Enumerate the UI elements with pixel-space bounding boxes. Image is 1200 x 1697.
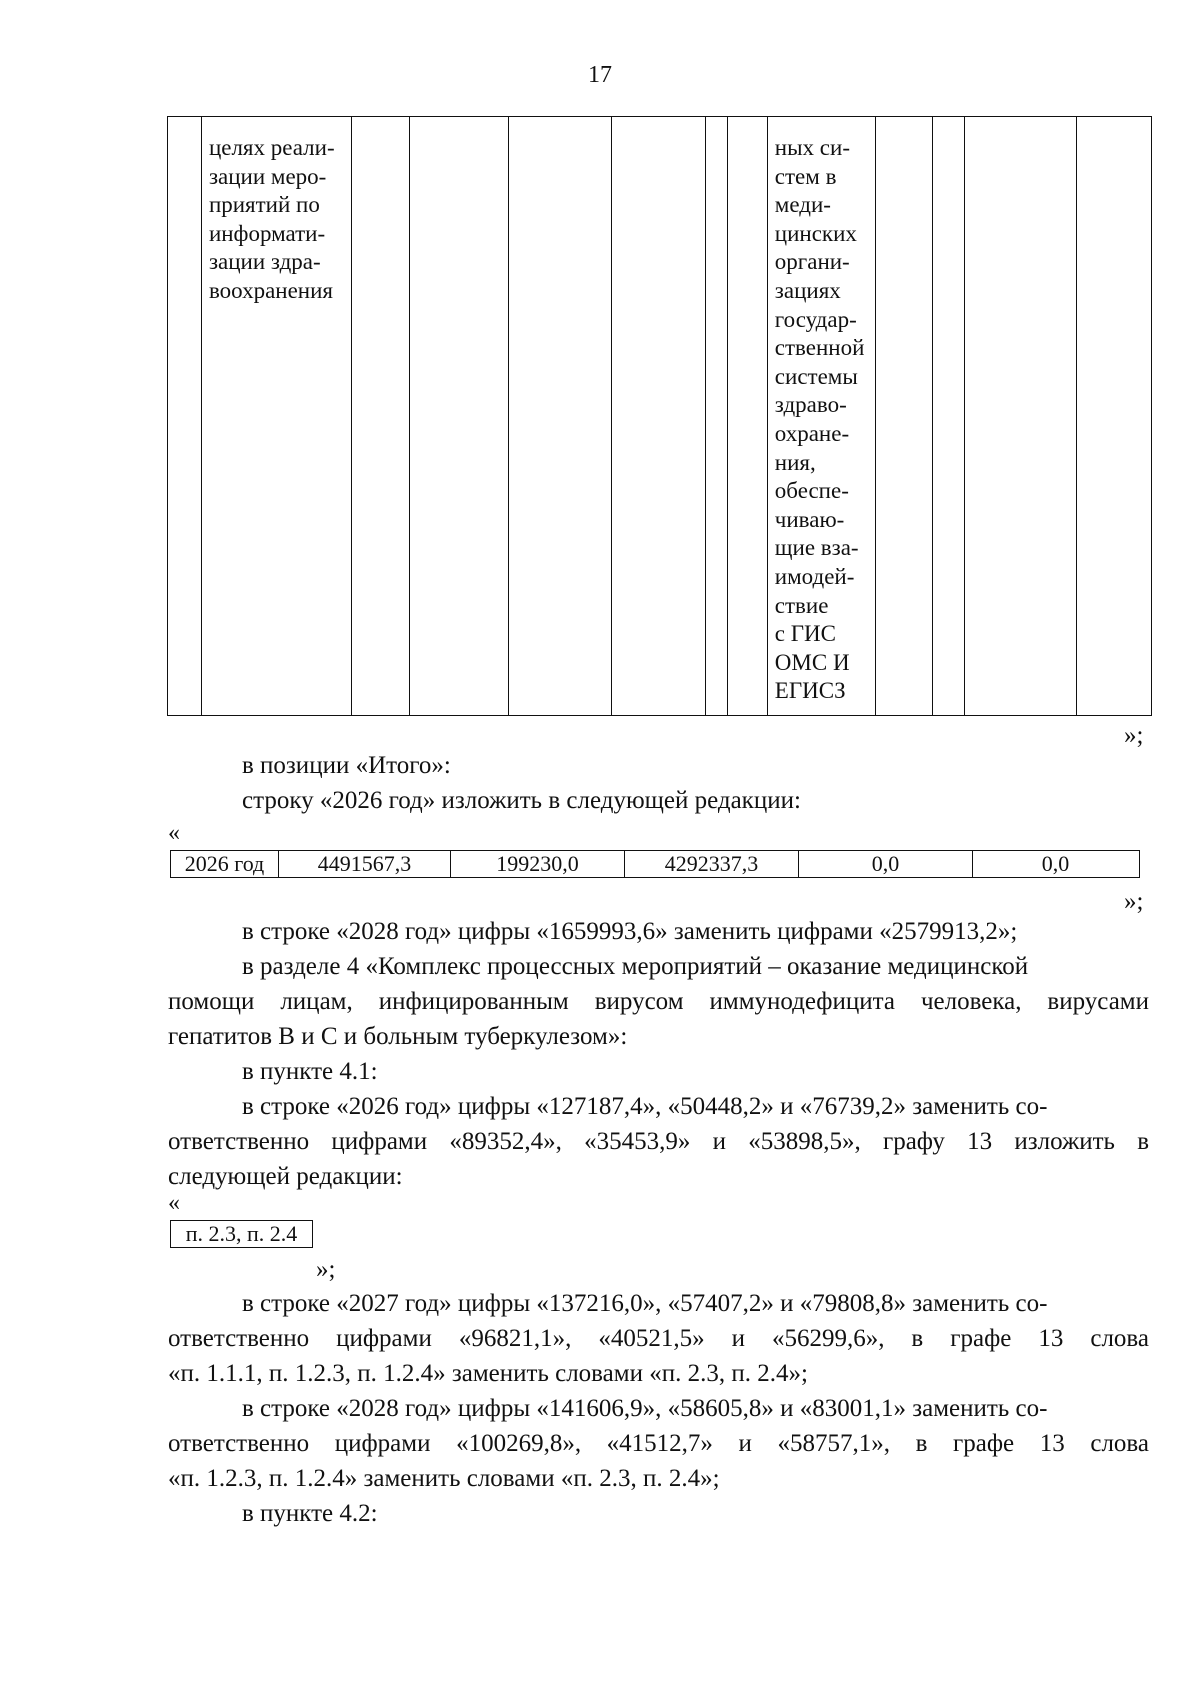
paragraph-2026-row: строку «2026 год» изложить в следующей редакции:: [242, 787, 801, 814]
table-cell: 0,0: [1041, 851, 1070, 876]
cell-line: меди-: [774, 192, 831, 218]
cell-line: информати-: [208, 220, 326, 246]
paragraph-2028b-line: ответственно цифрами «100269,8», «41512,7» и «58757,1», в графе 13 слова: [168, 1430, 1149, 1457]
page-number: 17: [588, 62, 612, 88]
table-column: [202, 117, 352, 715]
cell-line: воохранения: [208, 277, 333, 303]
section4-line: помощи лицам, инфицированным вирусом иммунодефицита человека, вирусами: [168, 988, 1149, 1015]
section4-line: в разделе 4 «Комплекс процессных мероприятий – оказание медицинской: [242, 953, 1029, 980]
quote-close: »;: [316, 1256, 336, 1283]
point-4-2: в пункте 4.2:: [242, 1500, 378, 1527]
table-column: [1077, 117, 1151, 715]
table-column: [706, 117, 728, 715]
table-cell: 4491567,3: [279, 851, 451, 877]
paragraph-2027-line: в строке «2027 год» цифры «137216,0», «57407,2» и «79808,8» заменить со-: [242, 1290, 1048, 1317]
table-cell: 0,0: [799, 851, 973, 877]
table-column: [509, 117, 612, 715]
row-2026-table: [170, 850, 1140, 878]
table-cell-text: [209, 134, 335, 306]
paragraph-2028: в строке «2028 год» цифры «1659993,6» заменить цифрами «2579913,2»;: [242, 918, 1018, 945]
table-column: [728, 117, 768, 715]
paragraph-2028b-line: «п. 1.2.3, п. 1.2.4» заменить словами «п. 2.3, п. 2.4»;: [168, 1465, 720, 1492]
table-column: [965, 117, 1077, 715]
table-column: [352, 117, 410, 715]
cell-line: органи-: [774, 249, 850, 275]
cell-line: ЕГИСЗ: [774, 678, 846, 704]
cell-line: ственной: [774, 335, 865, 361]
table-column: [933, 117, 965, 715]
cell-line: щие вза-: [774, 535, 859, 561]
cell-line: целях реали-: [208, 135, 335, 160]
cell-line: ния,: [774, 449, 816, 475]
paragraph-2027-line: «п. 1.1.1, п. 1.2.3, п. 1.2.4» заменить словами «п. 2.3, п. 2.4»;: [168, 1360, 808, 1387]
cell-line: приятий по: [208, 192, 320, 218]
table-column: [768, 117, 876, 715]
quote-close: »;: [1124, 722, 1144, 749]
paragraph-2028b-line: в строке «2028 год» цифры «141606,9», «58605,8» и «83001,1» заменить со-: [242, 1395, 1048, 1422]
table-cell: 2026 год: [171, 851, 279, 877]
table-column: [612, 117, 706, 715]
cell-line: зации меро-: [208, 163, 327, 189]
cell-line: охране-: [774, 420, 850, 446]
table-column: [168, 117, 202, 715]
cell-line: ствие: [774, 592, 829, 618]
quote-open: «: [168, 1190, 180, 1216]
paragraph-2026-line: следующей редакции:: [168, 1163, 403, 1190]
reference-box: п. 2.3, п. 2.4: [170, 1220, 313, 1248]
cell-line: чиваю-: [774, 506, 845, 532]
cell-line: ных си-: [774, 135, 850, 160]
cell-line: государ-: [774, 306, 857, 332]
table-cell: 4292337,3: [625, 851, 799, 877]
table-column: [876, 117, 934, 715]
cell-line: обеспе-: [774, 478, 849, 504]
cell-line: стем в: [774, 163, 837, 189]
table-cell-text: [775, 134, 865, 706]
cell-line: зациях: [774, 277, 841, 303]
point-4-1: в пункте 4.1:: [242, 1058, 378, 1085]
cell-line: ОМС И: [774, 649, 850, 675]
table-cell: 199230,0: [451, 851, 625, 877]
paragraph-itogo: в позиции «Итого»:: [242, 752, 451, 779]
continuation-table: [167, 116, 1152, 716]
cell-line: имодей-: [774, 563, 855, 589]
cell-line: цинских: [774, 220, 857, 246]
quote-open: «: [168, 820, 180, 846]
cell-line: здраво-: [774, 392, 847, 418]
cell-line: зации здра-: [208, 249, 321, 275]
cell-line: с ГИС: [774, 621, 837, 647]
paragraph-2026-line: в строке «2026 год» цифры «127187,4», «50448,2» и «76739,2» заменить со-: [242, 1093, 1048, 1120]
cell-line: системы: [774, 363, 858, 389]
section4-line: гепатитов В и С и больным туберкулезом»:: [168, 1023, 628, 1050]
paragraph-2027-line: ответственно цифрами «96821,1», «40521,5» и «56299,6», в графе 13 слова: [168, 1325, 1149, 1352]
paragraph-2026-line: ответственно цифрами «89352,4», «35453,9» и «53898,5», графу 13 изложить в: [168, 1128, 1149, 1155]
quote-close: »;: [1124, 888, 1144, 915]
table-column: [410, 117, 510, 715]
